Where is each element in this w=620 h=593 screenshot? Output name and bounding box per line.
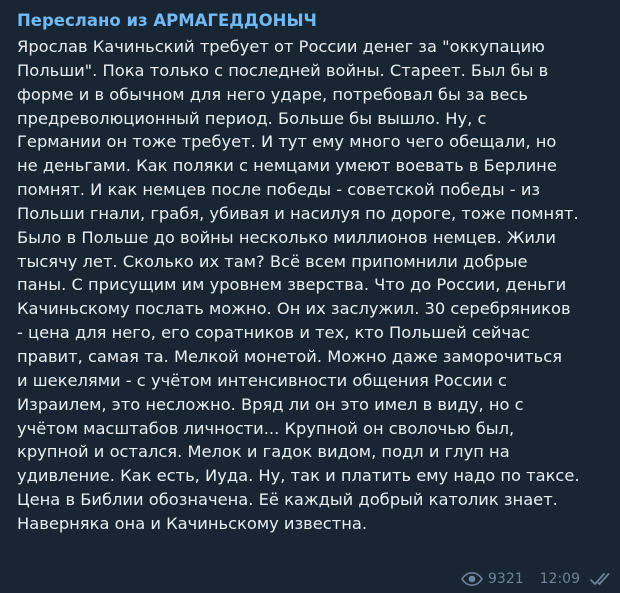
message-line: предреволюционный период. Больше бы вышло. Ну, с [17, 108, 487, 128]
message-line: не деньгами. Как поляки с немцами умеют воевать в Берлине [17, 156, 557, 176]
message-meta [461, 571, 612, 587]
message-line: удивление. Как есть, Иуда. Ну, так и платить ему надо по таксе. [17, 466, 580, 486]
message-line: правит, самая та. Мелкой монетой. Можно даже заморочиться [17, 346, 562, 366]
message-line: Германии он тоже требует. И тут ему много чего обещали, но [17, 132, 557, 152]
message-line: Польши гнали, грабя, убивая и насилуя по дороге, тоже помнят. [17, 203, 579, 223]
message-line: Качиньскому послать можно. Он их заслужил. 30 серебряников [17, 299, 571, 319]
message-text [17, 35, 606, 536]
message-line: Израилем, это несложно. Вряд ли он это имел в виду, но с [17, 394, 524, 414]
message-line: тысячу лет. Сколько их там? Всё всем припомнили добрые [17, 251, 528, 271]
message-line: крупной и остался. Мелок и гадок видом, подл и глуп на [17, 442, 510, 462]
message-line: Было в Польше до войны несколько миллионов немцев. Жили [17, 227, 556, 247]
message-line: Польши". Пока только с последней войны. Стареет. Был бы в [17, 60, 549, 80]
views-count: 9321 [488, 571, 524, 587]
message-line: Ярослав Качиньский требует от России денег за "оккупацию [17, 37, 545, 56]
message-line: Цена в Библии обозначена. Её каждый добрый католик знает. [17, 490, 558, 510]
message-line: учётом масштабов личности... Крупной он сволочью был, [17, 418, 515, 438]
message-line: паны. С присущим им уровнем зверства. Что до России, деньги [17, 275, 567, 295]
message-line: - цена для него, его соратников и тех, кто Польшей сейчас [17, 323, 530, 343]
message-line: и шекелями - с учётом интенсивности общения России с [17, 370, 507, 390]
message-line: Наверняка она и Качиньскому известна. [17, 513, 368, 533]
message-line: помнят. И как немцев после победы - советской победы - из [17, 180, 541, 200]
message-line: форме и в обычном для него ударе, потребовал бы за весь [17, 84, 528, 104]
double-check-icon [590, 572, 612, 586]
forwarded-from-link[interactable]: Переслано из АРМАГЕДДОНЫЧ [17, 11, 317, 30]
message-time: 12:09 [539, 571, 580, 587]
eye-icon [461, 572, 483, 586]
